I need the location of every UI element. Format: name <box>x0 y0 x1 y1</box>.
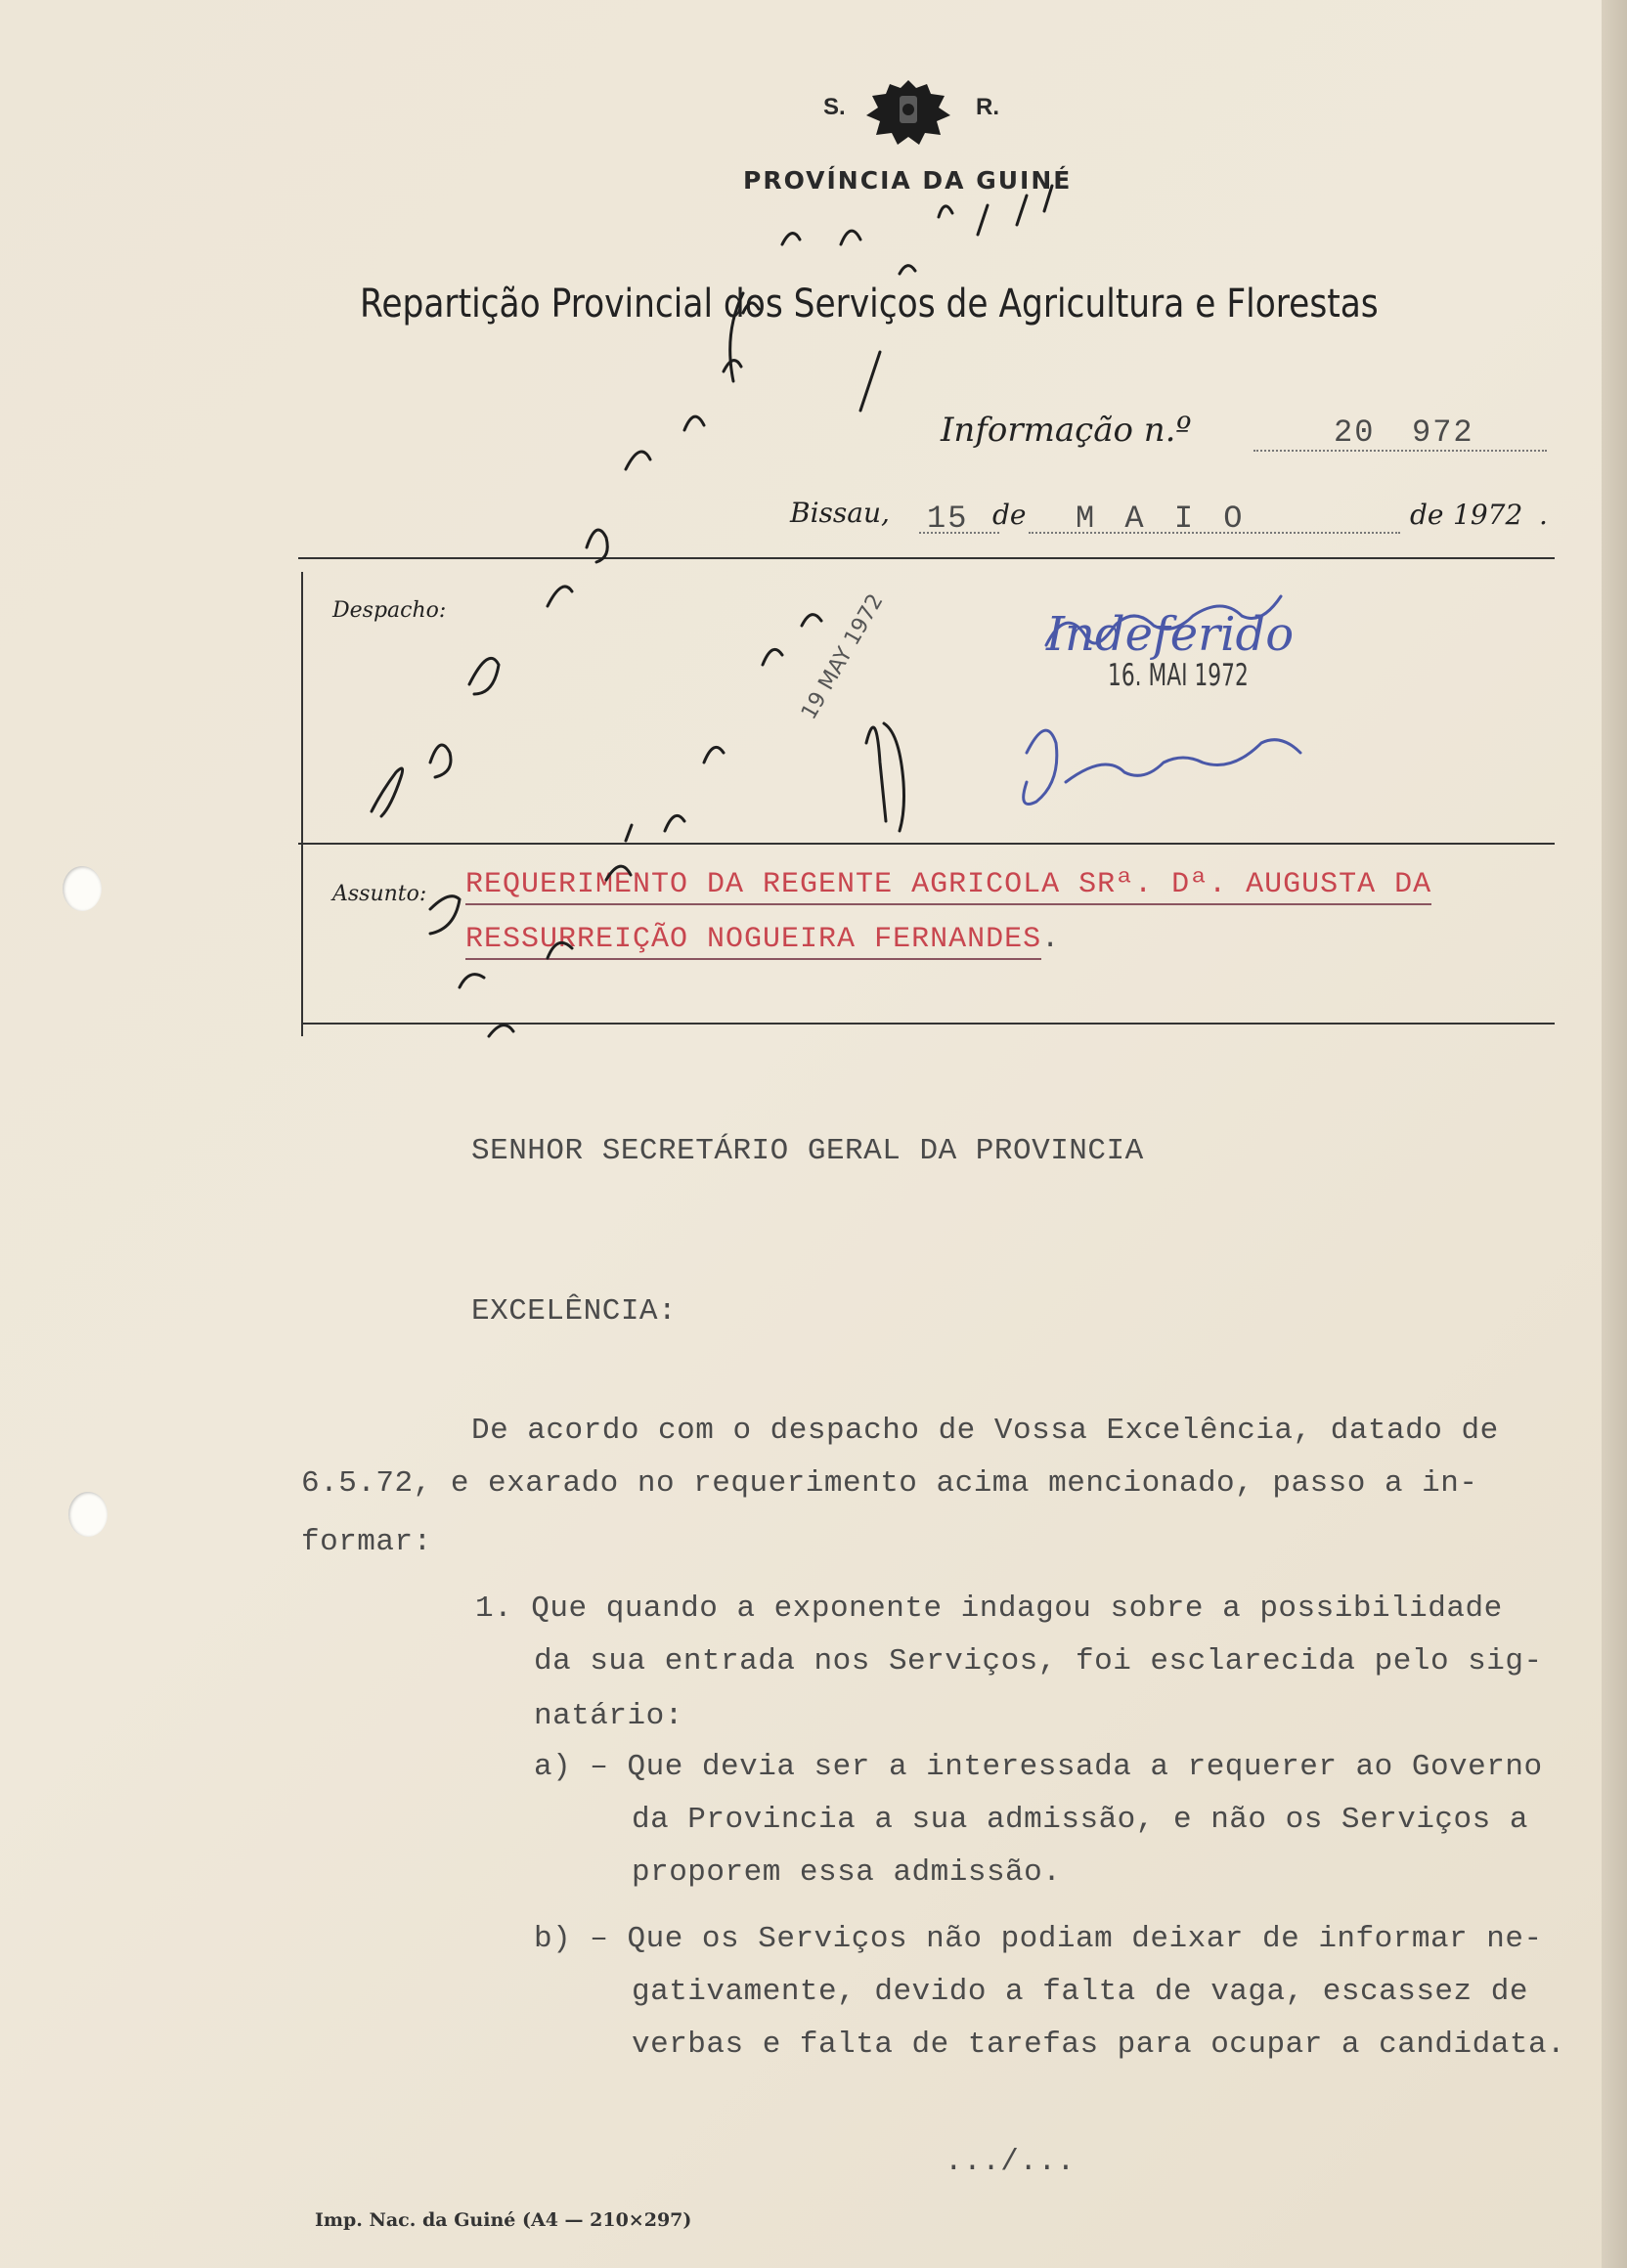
de-label-2: de <box>1410 499 1444 531</box>
de-label-1: de <box>992 499 1027 531</box>
sr-right: R. <box>976 94 999 120</box>
date-stamp: 16. MAI 1972 <box>1108 658 1249 693</box>
assunto-label: Assunto: <box>332 882 427 906</box>
item-b-line-1: b) – Que os Serviços não podiam deixar de informar ne- <box>534 1922 1543 1956</box>
item-a-line-2: da Provincia a sua admissão, e não os Serviços a <box>632 1803 1528 1837</box>
info-number: 20 <box>1334 414 1376 451</box>
despacho-box-divider <box>298 843 1555 845</box>
item-1-line-2: da sua entrada nos Serviços, foi esclarecida pelo sig- <box>534 1644 1543 1679</box>
item-b-line-3: verbas e falta de tarefas para ocupar a candidata. <box>632 2028 1566 2062</box>
blue-signature <box>1024 596 1300 805</box>
month-value: M A I O <box>1076 501 1249 537</box>
subject-text-1: REQUERIMENTO DA REGENTE AGRICOLA SRª. Dª. AUGUSTA DA <box>465 868 1431 905</box>
punch-hole-top <box>63 866 102 911</box>
handwritten-decision: Indeferido <box>1046 607 1295 662</box>
printer-imprint: Imp. Nac. da Guiné (A4 — 210×297) <box>315 2209 692 2231</box>
info-year: 972 <box>1412 414 1474 451</box>
item-1-line-1: 1. Que quando a exponente indagou sobre a possibilidade <box>475 1592 1503 1626</box>
department-title: Repartição Provincial dos Serviços de Agricultura e Florestas <box>360 282 1379 327</box>
item-b-line-2: gativamente, devido a falta de vaga, escassez de <box>632 1975 1528 2009</box>
continuation-mark: .../... <box>945 2145 1076 2179</box>
subject-line-1 <box>465 868 1431 901</box>
punch-hole-bottom <box>68 1492 108 1537</box>
day-value: 15 <box>927 501 969 537</box>
year-value: 1972 <box>1453 499 1523 531</box>
info-label: Informação n.º <box>941 411 1192 450</box>
info-number-dotline <box>1253 450 1547 452</box>
addressee: SENHOR SECRETÁRIO GERAL DA PROVINCIA <box>471 1134 1144 1168</box>
paragraph-line-1: De acordo com o despacho de Vossa Excelência, datado de <box>471 1414 1499 1448</box>
despacho-box-left <box>301 572 303 1036</box>
despacho-box-top <box>298 557 1555 559</box>
subject-line-2 <box>465 923 1060 956</box>
item-a-line-1: a) – Que devia ser a interessada a requerer ao Governo <box>534 1750 1543 1784</box>
paragraph-line-2: 6.5.72, e exarado no requerimento acima mencionado, passo a in- <box>301 1466 1478 1501</box>
sr-left: S. <box>823 94 846 120</box>
assunto-box-bottom <box>301 1023 1555 1025</box>
item-1-line-3: natário: <box>534 1699 683 1733</box>
city-label: Bissau, <box>790 497 890 529</box>
paper-edge <box>1602 0 1627 2268</box>
paragraph-line-3: formar: <box>301 1525 432 1559</box>
subject-text-2: RESSURREIÇÃO NOGUEIRA FERNANDES <box>465 923 1041 960</box>
item-a-line-3: proporem essa admissão. <box>632 1855 1062 1890</box>
province-title: PROVÍNCIA DA GUINÉ <box>743 166 1073 195</box>
subject-end: . <box>1041 923 1061 956</box>
received-stamp: 19 MAY 1972 <box>797 589 889 724</box>
coat-of-arms-icon <box>862 76 954 147</box>
salutation: EXCELÊNCIA: <box>471 1294 678 1329</box>
despacho-label: Despacho: <box>332 598 447 623</box>
year-trailing: . <box>1539 499 1548 531</box>
